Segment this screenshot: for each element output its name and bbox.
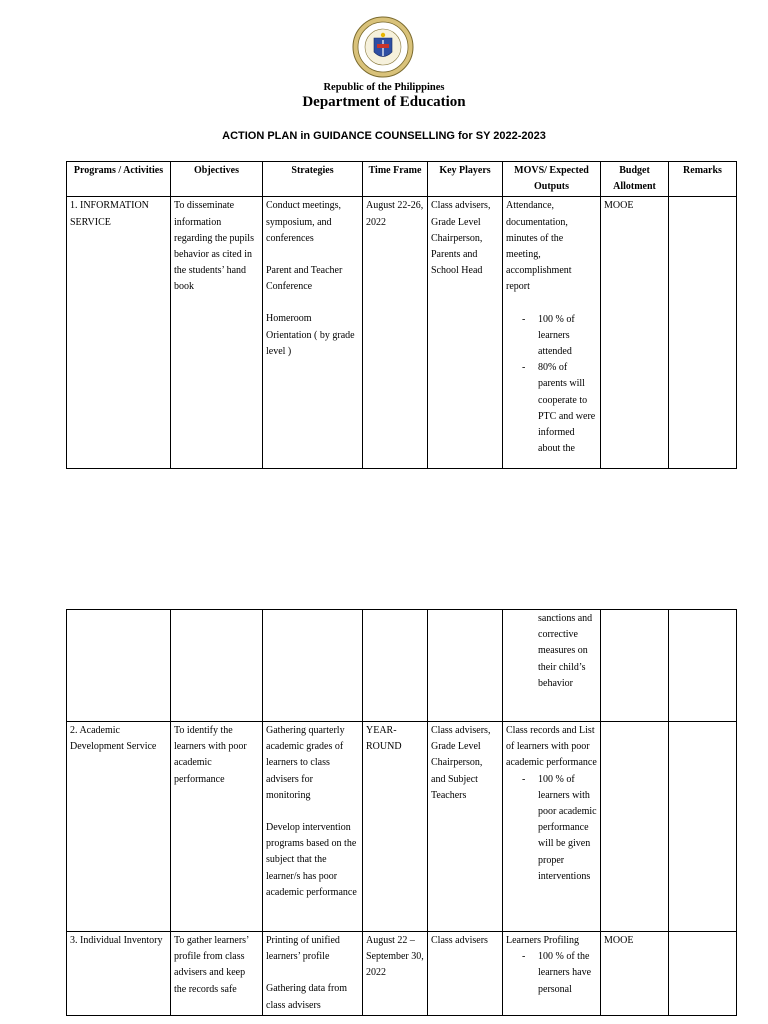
strategy-text: Homeroom Orientation ( by grade level ): [266, 313, 355, 357]
list-item: - 100 % of learners with poor academic performance will be given proper interventions: [538, 772, 597, 885]
objective-cell: To gather learners’ profile from class advisers and keep the records safe: [171, 932, 263, 1016]
list-item: - 100 % of learners attended: [538, 312, 597, 361]
remarks-cell: [669, 722, 737, 932]
budget-cell: MOOE: [601, 932, 669, 1016]
budget-cell: MOOE: [601, 197, 669, 469]
column-header-key-players: Key Players: [428, 162, 503, 197]
strategy-text: Printing of unified learners’ profile: [266, 935, 340, 963]
action-plan-table-page-1: [66, 161, 737, 469]
time-frame-cell: YEAR-ROUND: [363, 722, 428, 932]
movs-intro: Class records and List of learners with poor academic performance: [506, 725, 597, 769]
movs-list: [506, 312, 597, 458]
table-row: [67, 197, 737, 469]
table-row: [67, 932, 737, 1016]
movs-intro: Attendance, documentation, minutes of the meeting, accomplishment report: [506, 200, 572, 293]
strategy-text: Gathering data from class advisers: [266, 983, 348, 1011]
column-header-time-frame: Time Frame: [363, 162, 428, 197]
column-header-movs: MOVS/ Expected Outputs: [503, 162, 601, 197]
column-header-objectives: Objectives: [171, 162, 263, 197]
department-heading: Department of Education: [302, 94, 466, 110]
action-plan-table-page-2: [66, 609, 737, 1016]
objective-cell: To identify the learners with poor academic performance: [171, 722, 263, 932]
program-cell: 2. Academic Development Service: [67, 722, 171, 932]
list-item: - 100 % of the learners have personal: [538, 949, 597, 998]
movs-continued-cell: [503, 610, 601, 722]
time-frame-cell: August 22 – September 30, 2022: [363, 932, 428, 1016]
column-header-strategies: Strategies: [263, 162, 363, 197]
strategy-text: Conduct meetings, symposium, and conferences: [266, 200, 341, 244]
strategy-text: Gathering quarterly academic grades of learners to class advisers for monitoring: [266, 725, 345, 801]
program-cell: 1. INFORMATION SERVICE: [67, 197, 171, 469]
movs-cell: [503, 197, 601, 469]
table-row: [67, 722, 737, 932]
program-cell: 3. Individual Inventory: [67, 932, 171, 1016]
column-header-remarks: Remarks: [669, 162, 737, 197]
key-players-cell: Class advisers: [428, 932, 503, 1016]
movs-continued-text: sanctions and corrective measures on their child’s behavior: [538, 613, 593, 689]
action-plan-title: ACTION PLAN in GUIDANCE COUNSELLING for SY 2022-2023: [222, 130, 546, 142]
time-frame-cell: August 22-26, 2022: [363, 197, 428, 469]
key-players-cell: Class advisers, Grade Level Chairperson, and Subject Teachers: [428, 722, 503, 932]
movs-list: [506, 949, 597, 998]
column-header-budget: Budget Allotment: [601, 162, 669, 197]
column-header-programs: Programs / Activities: [67, 162, 171, 197]
remarks-cell: [669, 197, 737, 469]
key-players-cell: Class advisers, Grade Level Chairperson, Parents and School Head: [428, 197, 503, 469]
table-row: [67, 610, 737, 722]
movs-cell: [503, 722, 601, 932]
republic-heading: Republic of the Philippines: [323, 82, 445, 93]
list-item: - 80% of parents will cooperate to PTC and were informed about the: [538, 360, 597, 457]
objective-cell: To disseminate information regarding the pupils behavior as cited in the students’ hand book: [171, 197, 263, 469]
movs-cell: [503, 932, 601, 1016]
strategies-cell: [263, 932, 363, 1016]
table-header-row: [67, 162, 737, 197]
strategies-cell: [263, 722, 363, 932]
strategies-cell: [263, 197, 363, 469]
remarks-cell: [669, 932, 737, 1016]
movs-intro: Learners Profiling: [506, 935, 580, 946]
strategy-text: Parent and Teacher Conference: [266, 265, 343, 293]
strategy-text: Develop intervention programs based on the subject that the learner/s has poor academic performance: [266, 822, 357, 898]
movs-list: [506, 772, 597, 885]
deped-seal-logo: [352, 16, 414, 78]
budget-cell: [601, 722, 669, 932]
